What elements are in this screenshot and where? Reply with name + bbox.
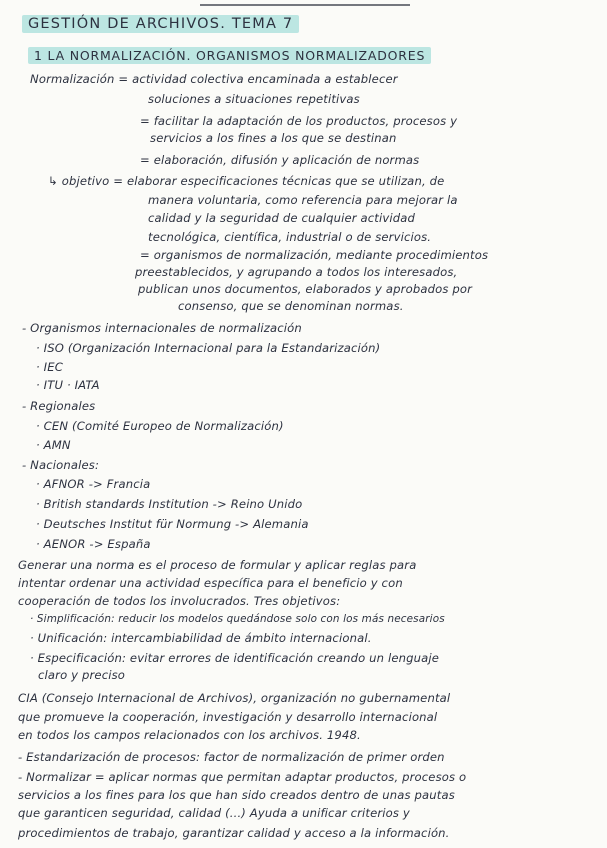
note-line: · British standards Institution -> Reino Unido [36,497,303,511]
note-line: consenso, que se denominan normas. [178,299,404,313]
note-line: · AMN [36,438,71,452]
note-line: · Especificación: evitar errores de identificación creando un lenguaje [30,651,440,665]
note-line: · AFNOR -> Francia [36,477,151,491]
note-line: procedimientos de trabajo, garantizar calidad y acceso a la información. [18,826,450,840]
note-line: claro y preciso [38,668,126,682]
section-heading [28,49,431,63]
note-line: cooperación de todos los involucrados. Tres objetivos: [18,594,341,608]
note-line: servicios a los fines para los que han sido creados dentro de unas pautas [18,788,455,802]
note-line: - Organismos internacionales de normalización [22,321,302,335]
note-line: · ITU · IATA [36,378,100,392]
note-line: · Deutsches Institut für Normung -> Alemania [36,517,309,531]
note-line: manera voluntaria, como referencia para mejorar la [148,193,458,207]
note-line: publican unos documentos, elaborados y aprobados por [138,282,473,296]
note-line: soluciones a situaciones repetitivas [148,92,360,106]
note-line: · Unificación: intercambiabilidad de ámbito internacional. [30,631,372,645]
note-line: · ISO (Organización Internacional para la Estandarización) [36,341,381,355]
note-line: que garanticen seguridad, calidad (...) Ayuda a unificar criterios y [18,806,410,820]
note-line: - Estandarización de procesos: factor de normalización de primer orden [18,750,445,764]
note-line: · IEC [36,360,63,374]
note-line: = elaboración, difusión y aplicación de normas [140,153,420,167]
note-line: en todos los campos relacionados con los archivos. 1948. [18,728,361,742]
note-line: Normalización = actividad colectiva encaminada a establecer [30,72,398,86]
note-line: ↳ objetivo = elaborar especificaciones técnicas que se utilizan, de [48,174,445,188]
note-line: CIA (Consejo Internacional de Archivos), organización no gubernamental [18,691,451,705]
note-line: intentar ordenar una actividad específica para el beneficio y con [18,576,403,590]
note-line: tecnológica, científica, industrial o de servicios. [148,230,432,244]
note-line: preestablecidos, y agrupando a todos los interesados, [135,265,458,279]
note-line: = organismos de normalización, mediante procedimientos [140,248,489,262]
page-title-text: GESTIÓN DE ARCHIVOS. TEMA 7 [22,15,299,33]
note-line: · AENOR -> España [36,537,151,551]
note-line: - Normalizar = aplicar normas que permitan adaptar productos, procesos o [18,770,467,784]
note-line: - Nacionales: [22,458,100,472]
note-line: · CEN (Comité Europeo de Normalización) [36,419,284,433]
note-line: - Regionales [22,399,96,413]
note-line: que promueve la cooperación, investigación y desarrollo internacional [18,710,438,724]
note-line: servicios a los fines a los que se destinan [150,131,397,145]
page-title [22,17,299,31]
top-pen-stroke [200,0,410,6]
section-heading-text: 1 LA NORMALIZACIÓN. ORGANISMOS NORMALIZADORES [28,47,431,64]
note-line: · Simplificación: reducir los modelos quedándose solo con los más necesarios [30,613,445,625]
note-line: Generar una norma es el proceso de formular y aplicar reglas para [18,558,417,572]
note-line: calidad y la seguridad de cualquier actividad [148,211,416,225]
note-line: = facilitar la adaptación de los productos, procesos y [140,114,458,128]
